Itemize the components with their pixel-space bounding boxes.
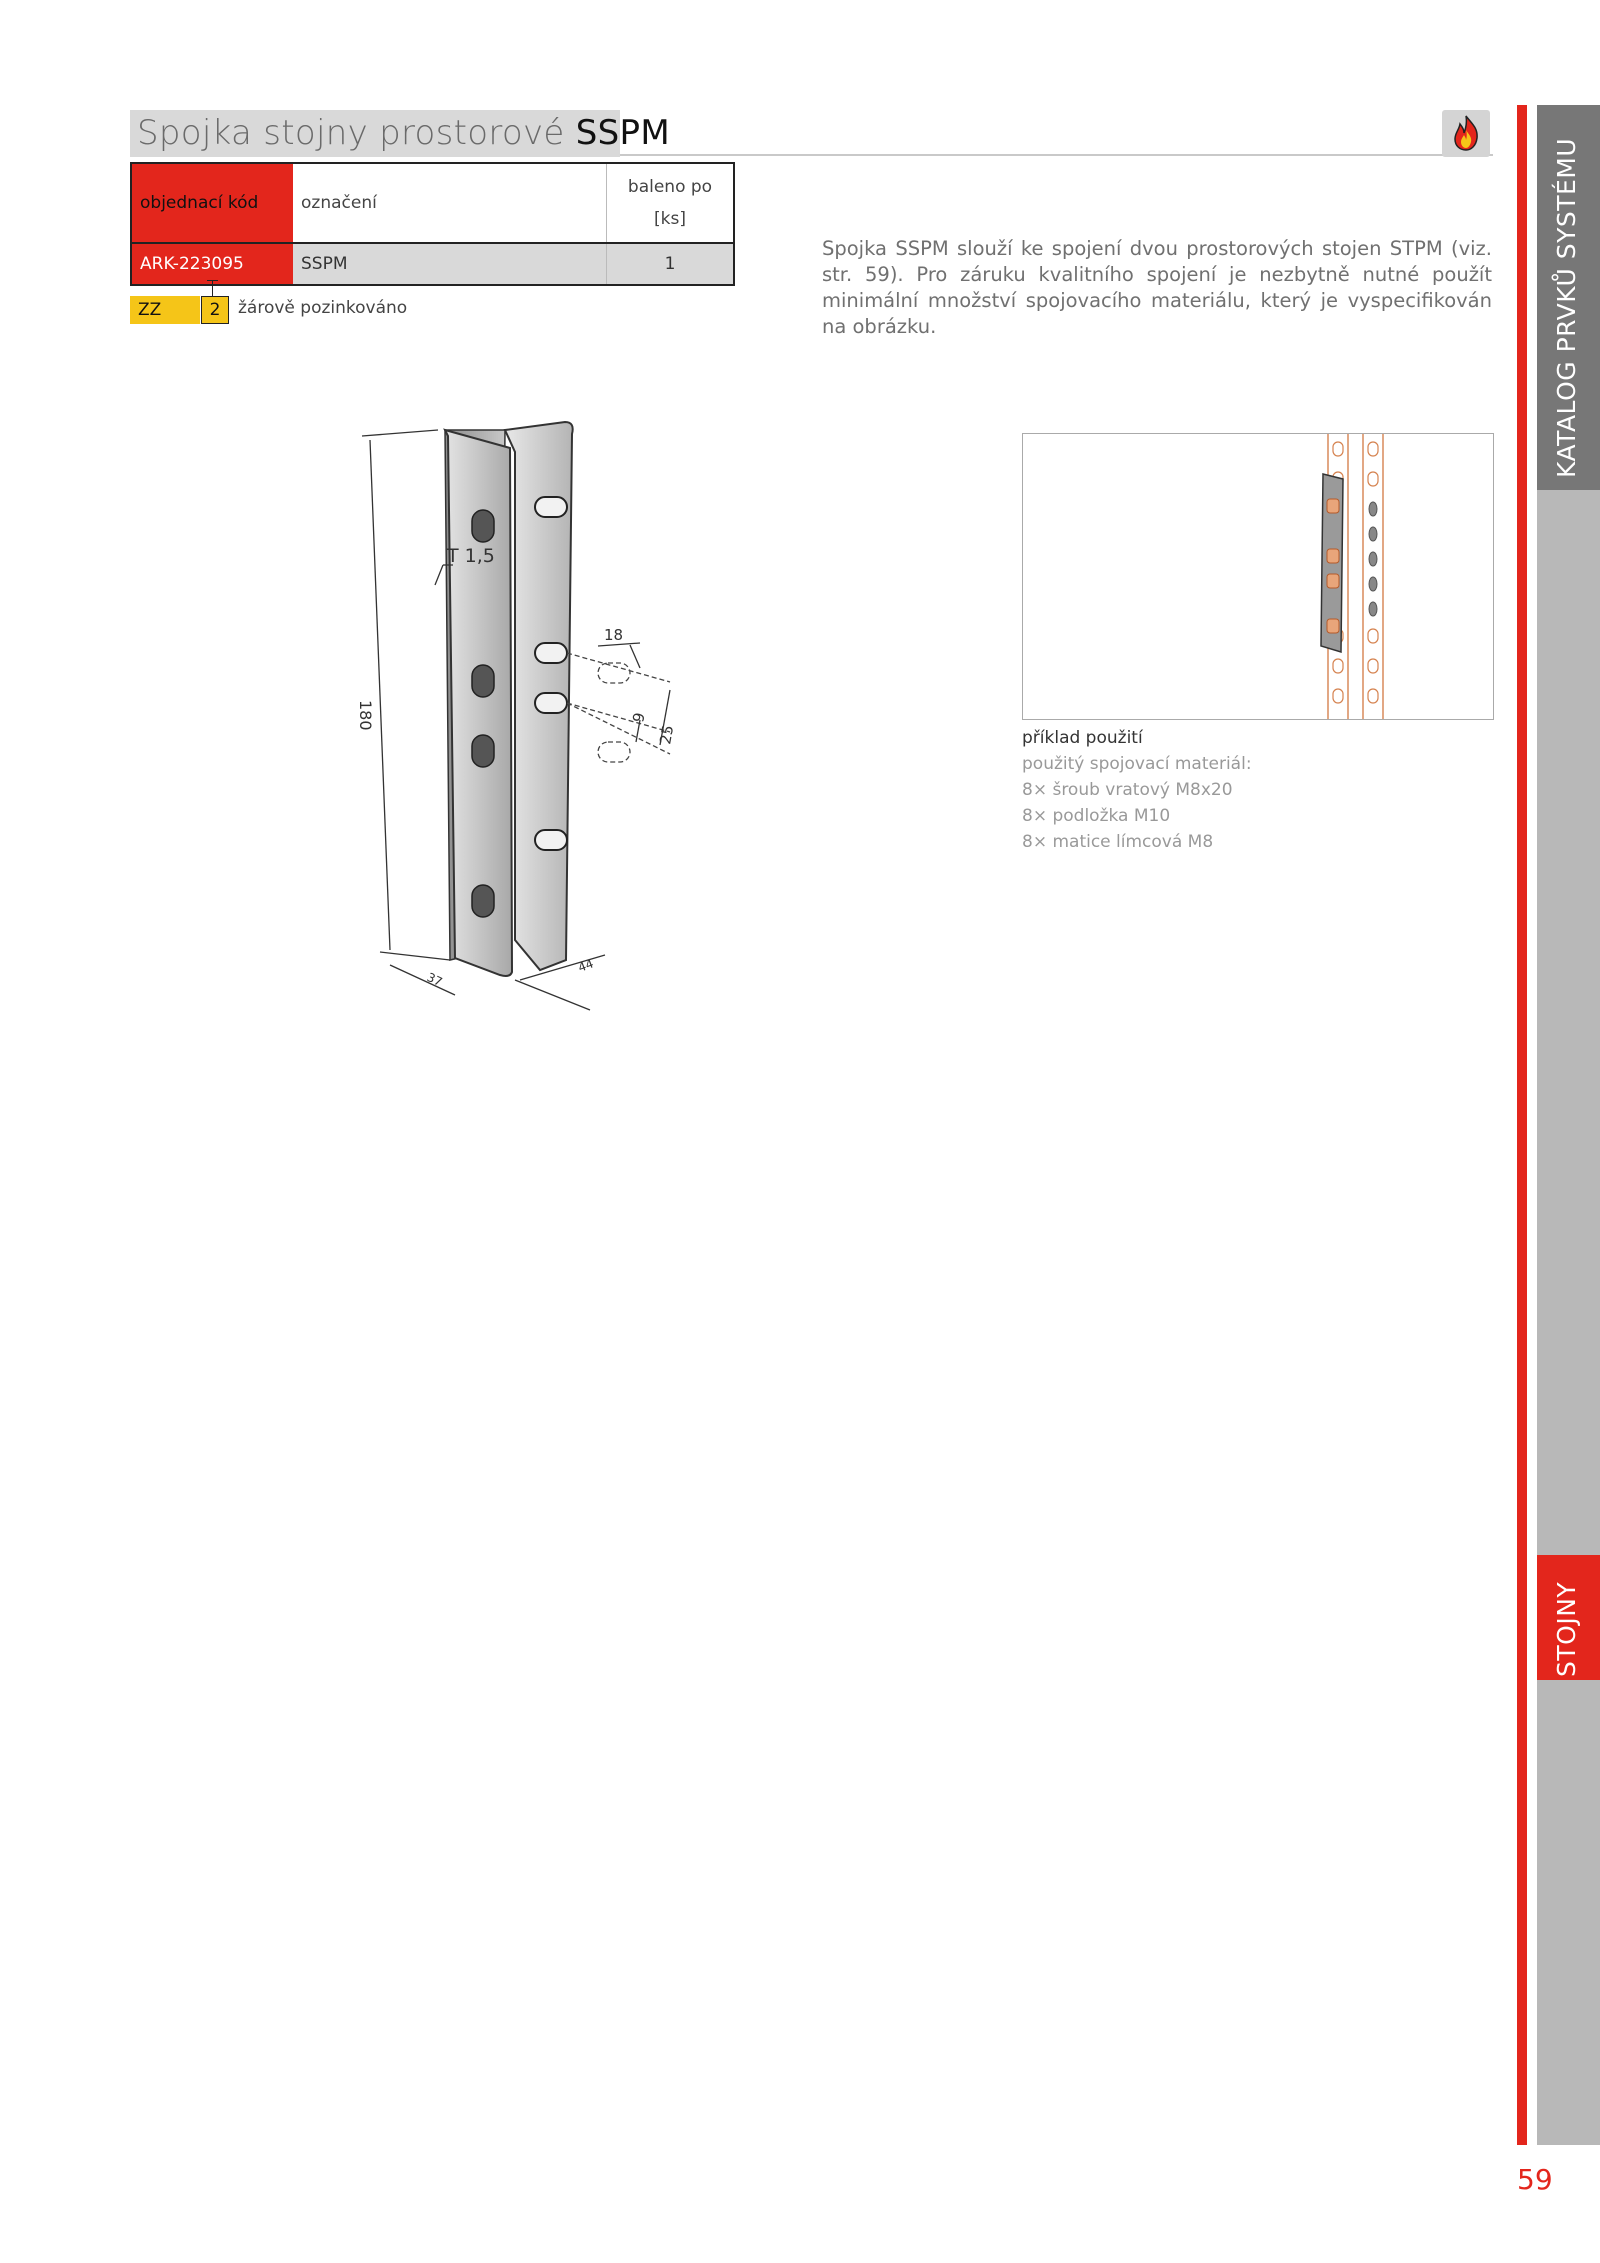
sidebar-section-label: STOJNY: [1552, 1581, 1581, 1677]
technical-drawing: [340, 400, 780, 1040]
cell-designation: SSPM: [293, 243, 607, 285]
header-package: [607, 163, 735, 243]
thickness-label: T 1,5: [447, 545, 495, 567]
sidebar-accent-stripe: [1517, 105, 1527, 2145]
slot-height-dimension: 9: [629, 711, 649, 724]
caption-line: 8× podložka M10: [1022, 806, 1171, 826]
depth-dimension-a: 37: [424, 970, 445, 990]
caption-line: 8× šroub vratový M8x20: [1022, 780, 1233, 800]
title-code: SSPM: [575, 113, 670, 153]
caption-title: příklad použití: [1022, 728, 1143, 748]
title-prefix: Spojka stojny prostorové: [137, 113, 565, 153]
header-package-line1: baleno po: [627, 177, 713, 197]
table-header-row: [131, 163, 734, 243]
pitch-dimension: 25: [656, 723, 678, 746]
caption-line: 8× matice límcová M8: [1022, 832, 1214, 852]
fire-icon: [1442, 110, 1490, 157]
header-designation: označení: [293, 163, 607, 243]
depth-dimension-b: 44: [576, 956, 596, 975]
sidebar-catalog-label: KATALOG PRVKŮ SYSTÉMU: [1552, 137, 1581, 478]
product-description: Spojka SSPM slouží ke spojení dvou prostorových stojen STPM (viz. str. 59). Pro záruku kvalitního spojení je nezbytně nutné použít minimální množství spojovacího materiálu, který je vyspecifikován na obrázku.: [822, 237, 1492, 338]
page-number: 59: [1517, 2163, 1553, 2196]
height-dimension: 180: [356, 700, 375, 731]
cell-order-code: ARK-223095: [131, 243, 293, 285]
header-order-code: objednací kód: [131, 163, 293, 243]
caption-line: použitý spojovací materiál:: [1022, 754, 1252, 774]
usage-example-image: [1022, 433, 1494, 720]
cell-package: 1: [607, 243, 735, 285]
slot-width-dimension: 18: [604, 626, 624, 644]
finish-number: 2: [201, 296, 229, 324]
finish-connector: [212, 280, 213, 296]
header-package-line2: [ks]: [654, 209, 686, 229]
image-caption: [1022, 725, 1252, 855]
title-rule: [620, 154, 1493, 156]
finish-label: žárově pozinkováno: [238, 298, 408, 318]
sidebar-gray-block: [1537, 490, 1600, 2145]
product-table: [130, 162, 735, 286]
page-title: [137, 113, 670, 153]
finish-connector-cap: [207, 280, 218, 281]
finish-badge: ZZ: [130, 296, 200, 324]
table-row: [131, 243, 734, 285]
